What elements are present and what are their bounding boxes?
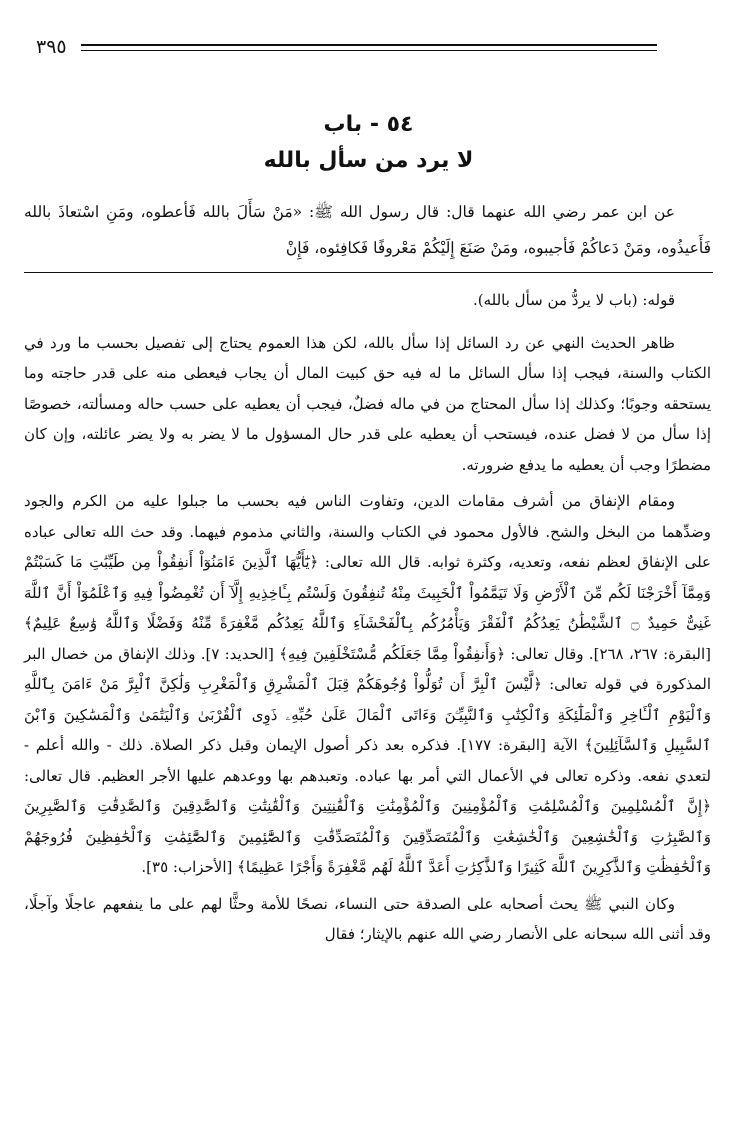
page-header (36, 32, 657, 62)
chapter-title: ٥٤ - باب (323, 112, 414, 137)
commentary-heading: قوله: (باب لا يردُّ من سأل بالله). (472, 291, 675, 309)
chapter-subtitle: لا يرد من سأل بالله (263, 148, 474, 173)
page-number: ٣٩٥ (36, 36, 67, 58)
commentary (24, 285, 711, 950)
commentary-paragraph-2: ومقام الإنفاق من أشرف مقامات الدين، وتفاوت الناس فيه بحسب ما جبلوا عليه من الكرم والجود وضدِّهما من البخل والشح. فالأول محمود في الكتاب والسنة، والثاني مذموم فيهما. وقد حث الله تعالى عباده على الإنفاق لعظم نفعه، وتعديه، وكثرة ثوابه. قال الله تعالى: ﴿يَٰٓأَيُّهَا ٱلَّذِينَ ءَامَنُوٓاْ أَنفِقُواْ مِن طَيِّبَٰتِ مَا كَسَبْتُمْ وَمِمَّآ أَخْرَجْنَا لَكُم مِّنَ ٱلْأَرْضِ وَلَا تَيَمَّمُواْ ٱلْخَبِيثَ مِنْهُ تُنفِقُونَ وَلَسْتُم بِـَٔاخِذِيهِ إِلَّآ أَن تُغْمِضُواْ فِيهِ وَٱعْلَمُوٓاْ أَنَّ ٱللَّهَ غَنِىٌّ حَمِيدٌ ۝ ٱلشَّيْطَٰنُ يَعِدُكُمُ ٱلْفَقْرَ وَيَأْمُرُكُم بِٱلْفَحْشَآءِ وَٱللَّهُ يَعِدُكُم مَّغْفِرَةً مِّنْهُ وَفَضْلًا وَٱللَّهُ وَٰسِعٌ عَلِيمٌ﴾ [البقرة: ٢٦٧، ٢٦٨]. وقال تعالى: ﴿وَأَنفِقُواْ مِمَّا جَعَلَكُم مُّسْتَخْلَفِينَ فِيهِ﴾ [الحديد: ٧]. وذلك الإنفاق من خصال البر المذكورة في قوله تعالى: ﴿لَّيْسَ ٱلْبِرَّ أَن تُوَلُّواْ وُجُوهَكُمْ قِبَلَ ٱلْمَشْرِقِ وَٱلْمَغْرِبِ وَلَٰكِنَّ ٱلْبِرَّ مَنْ ءَامَنَ بِٱللَّهِ وَٱلْيَوْمِ ٱلْـَٔاخِرِ وَٱلْمَلَٰٓئِكَةِ وَٱلْكِتَٰبِ وَٱلنَّبِيِّـۧنَ وَءَاتَى ٱلْمَالَ عَلَىٰ حُبِّهِۦ ذَوِى ٱلْقُرْبَىٰ وَٱلْيَتَٰمَىٰ وَٱلْمَسَٰكِينَ وَٱبْنَ ٱلسَّبِيلِ وَٱلسَّآئِلِينَ﴾ الآية [البقرة: ١٧٧]. فذكره بعد ذكر أصول الإيمان وقبل ذكر الصلاة. ذلك - والله أعلم - لتعدي نفعه. وذكره تعالى في الأعمال التي أمر بها عباده. وتعبدهم بها ووعدهم عليها الأجر العظيم. قال تعالى: ﴿إِنَّ ٱلْمُسْلِمِينَ وَٱلْمُسْلِمَٰتِ وَٱلْمُؤْمِنِينَ وَٱلْمُؤْمِنَٰتِ وَٱلْقَٰنِتِينَ وَٱلْقَٰنِتَٰتِ وَٱلصَّٰدِقِينَ وَٱلصَّٰدِقَٰتِ وَٱلصَّٰبِرِينَ وَٱلصَّٰبِرَٰتِ وَٱلْخَٰشِعِينَ وَٱلْخَٰشِعَٰتِ وَٱلْمُتَصَدِّقِينَ وَٱلْمُتَصَدِّقَٰتِ وَٱلصَّٰٓئِمِينَ وَٱلصَّٰٓئِمَٰتِ وَٱلْحَٰفِظِينَ فُرُوجَهُمْ وَٱلْحَٰفِظَٰتِ وَٱلذَّٰكِرِينَ ٱللَّهَ كَثِيرًا وَٱلذَّٰكِرَٰتِ أَعَدَّ ٱللَّهُ لَهُم مَّغْفِرَةً وَأَجْرًا عَظِيمًا﴾ [الأحزاب: ٣٥]. (24, 492, 711, 876)
commentary-paragraph-1: ظاهر الحديث النهي عن رد السائل إذا سأل بالله، لكن هذا العموم يحتاج إلى تفصيل بحسب ما ورد في الكتاب والسنة، فيجب إذا سأل السائل ما له فيه حق كبيت المال أن يجاب فيعطى منه على قدر حاجته وما يستحقه وجوبًا؛ وكذلك إذا سأل المحتاج من في ماله فضلٌ، فيجب أن يعطيه على حسب حاله ومسألته، خصوصًا إذا سأل من لا فضل عنده، فيستحب أن يعطيه على قدر حال المسؤول ما لا يضر به ولا يضر عائلته، وإن كان مضطرًا وجب أن يعطيه ما يدفع ضرورته. (24, 333, 711, 474)
header-rule (81, 44, 657, 51)
section-divider (24, 272, 713, 273)
commentary-paragraph-3: وكان النبي ﷺ يحث أصحابه على الصدقة حتى النساء، نصحًا للأمة وحثًّا لهم على ما ينفعهم عاجلًا وآجلًا، وقد أثنى الله سبحانه على الأنصار رضي الله عنهم بالإيثار؛ فقال (24, 894, 711, 943)
hadith-text (24, 194, 711, 266)
hadith-paragraph: عن ابن عمر رضي الله عنهما قال: قال رسول الله ﷺ: «مَنْ سَأَلَ بالله فَأعطوه، ومَنِ اسْتعاذَ بالله فَأَعيذُوه، ومَنْ دَعاكُمْ فَأجيبوه، ومَنْ صَنَعَ إِلَيْكُمْ مَعْروفًا فَكافِئوه، فَإِنْ (24, 203, 711, 257)
